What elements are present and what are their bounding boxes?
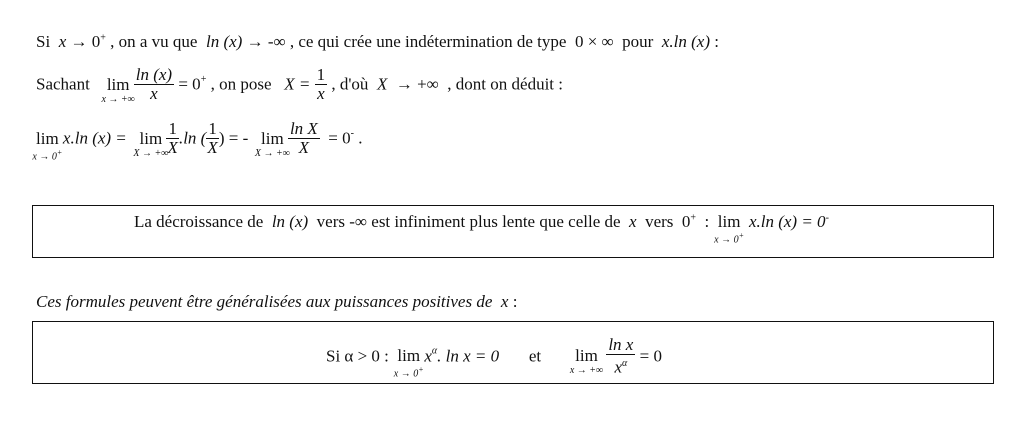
eq-zero: = 0 bbox=[178, 74, 201, 94]
limit-operator-2 bbox=[569, 346, 604, 377]
expr-close-eq-minus: ) = - bbox=[218, 128, 249, 148]
frac-numerator: 1 bbox=[168, 119, 177, 138]
sup-plus: + bbox=[738, 231, 745, 240]
arrow-minus-inf: → -∞ bbox=[246, 32, 286, 51]
lim-label: lim bbox=[717, 212, 741, 231]
text-decroissance: La décroissance de bbox=[134, 212, 264, 231]
lim-subscript: X → +∞ bbox=[254, 147, 290, 159]
text-indetermination: , ce qui crée une indétermination de type bbox=[289, 32, 567, 51]
sup-alpha: α bbox=[431, 345, 438, 357]
lim-subscript-text: x → 0 bbox=[714, 234, 739, 246]
var-X: X bbox=[376, 74, 388, 94]
sup-plus: + bbox=[200, 73, 207, 85]
expr-zero-times-inf: 0 × ∞ bbox=[574, 32, 614, 51]
line-2 bbox=[36, 66, 563, 103]
sup-minus: - bbox=[350, 127, 354, 139]
colon: : bbox=[512, 292, 518, 311]
generalization-sentence bbox=[36, 292, 517, 312]
sup-alpha: α bbox=[621, 358, 628, 369]
lim-subscript: x → +∞ bbox=[569, 365, 604, 377]
frac-denominator: X bbox=[167, 138, 178, 157]
expr-ln-paren: .ln ( bbox=[178, 128, 207, 148]
fraction-one-over-X-2 bbox=[206, 120, 219, 157]
sup-minus: - bbox=[825, 212, 829, 224]
text-generalisation: Ces formules peuvent être généralisées aux puissances positives de bbox=[36, 292, 493, 311]
text-on-pose: , on pose bbox=[210, 74, 272, 94]
frac-denominator bbox=[606, 355, 635, 377]
limit-operator-1 bbox=[32, 128, 63, 162]
text-et: et bbox=[528, 346, 542, 366]
lim-subscript bbox=[714, 231, 744, 245]
limit-operator-1 bbox=[393, 346, 424, 380]
generalization-formula bbox=[326, 335, 662, 380]
sup-plus: + bbox=[418, 365, 424, 375]
var-x: x bbox=[500, 292, 509, 311]
eq-zero: = 0 bbox=[639, 346, 662, 366]
fraction-lnx-over-x bbox=[134, 66, 174, 103]
var-x: x bbox=[424, 346, 432, 366]
sup-plus: + bbox=[56, 147, 63, 157]
expr-xlnx-eq-zero: x.ln (x) = 0 bbox=[748, 212, 826, 231]
var-x: x bbox=[614, 357, 622, 377]
lim-subscript-text: x → 0 bbox=[32, 150, 57, 162]
fraction-one-over-x bbox=[315, 66, 328, 103]
expr-X-eq: X = bbox=[284, 74, 311, 94]
var-x: x bbox=[629, 212, 637, 231]
line-3 bbox=[32, 119, 363, 162]
text-vers: vers bbox=[645, 212, 674, 231]
frac-numerator: ln x bbox=[608, 335, 634, 354]
frac-numerator: 1 bbox=[316, 65, 326, 84]
sup-plus: + bbox=[100, 32, 106, 44]
text-on-a-vu: , on a vu que bbox=[110, 32, 198, 51]
limit-operator-3 bbox=[254, 128, 290, 159]
text-dont-on-deduit: , dont on déduit : bbox=[447, 74, 563, 94]
text-dou: , d'où bbox=[331, 74, 369, 94]
sup-plus: + bbox=[690, 212, 697, 224]
line-1 bbox=[36, 32, 719, 52]
expr-lnx-eq-zero: . ln x = 0 bbox=[437, 346, 500, 366]
lim-subscript: x → +∞ bbox=[101, 93, 135, 105]
lim-label: lim bbox=[575, 346, 598, 366]
lim-subscript bbox=[394, 365, 424, 379]
lim-subscript bbox=[32, 148, 62, 162]
frac-numerator: 1 bbox=[208, 119, 217, 138]
frac-numerator: ln (x) bbox=[135, 65, 173, 84]
text-si-alpha: Si α > 0 : bbox=[326, 346, 389, 366]
colon: : bbox=[704, 212, 710, 231]
eq-zero: = 0 bbox=[328, 128, 351, 148]
lim-subscript: X → +∞ bbox=[133, 147, 169, 159]
text-sachant: Sachant bbox=[36, 74, 90, 94]
lim-label: lim bbox=[261, 128, 284, 148]
expr-ln-x: ln (x) bbox=[205, 32, 243, 51]
zero: 0 bbox=[681, 212, 691, 231]
frac-numerator: ln X bbox=[289, 119, 318, 138]
var-x: x bbox=[58, 32, 67, 51]
text-pour: pour bbox=[622, 32, 654, 51]
expr-ln-x: ln (x) bbox=[271, 212, 309, 231]
frac-denominator: x bbox=[150, 84, 158, 103]
limit-operator bbox=[714, 212, 745, 246]
lim-label: lim bbox=[106, 74, 130, 94]
arrow-zero: → 0 bbox=[70, 32, 101, 51]
lim-label: lim bbox=[139, 128, 163, 148]
text-vers-minus-inf: vers -∞ est infiniment plus lente que celle de bbox=[316, 212, 621, 231]
frac-denominator: X bbox=[207, 138, 218, 157]
frac-denominator: X bbox=[298, 138, 310, 157]
lim-subscript-text: x → 0 bbox=[393, 368, 419, 380]
limit-operator bbox=[101, 74, 135, 105]
colon: : bbox=[714, 32, 719, 51]
period: . bbox=[358, 128, 363, 148]
lim-label: lim bbox=[397, 346, 421, 366]
fraction-lnX-over-X bbox=[288, 120, 320, 157]
conclusion-text bbox=[134, 212, 829, 246]
text-si: Si bbox=[36, 32, 51, 51]
expr-xlnx: x.ln (x) bbox=[661, 32, 710, 51]
arrow-plus-inf: → +∞ bbox=[395, 74, 439, 94]
lim-label: lim bbox=[36, 128, 59, 148]
frac-denominator: x bbox=[317, 84, 325, 103]
limit-operator-2 bbox=[133, 128, 169, 159]
fraction-lnx-over-x-alpha bbox=[606, 336, 635, 377]
expr-xlnx-eq: x.ln (x) = bbox=[62, 128, 127, 148]
